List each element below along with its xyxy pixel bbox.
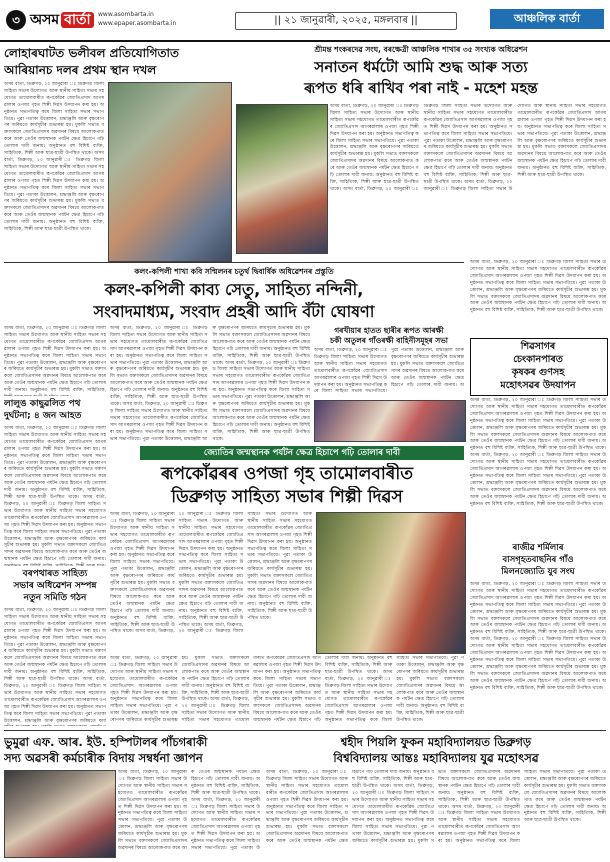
rupkonwar-photo bbox=[316, 512, 466, 654]
sanatan-meeting-photo bbox=[236, 104, 328, 254]
volleyball-team-photo bbox=[108, 82, 232, 262]
bhumuwa-photo bbox=[4, 770, 116, 858]
piyali-headline-2: বিশ্ববিদ্যালয় আন্তঃ মহাবিদ্যালয় যুৱ মহোৎসৱ bbox=[333, 751, 539, 765]
borpothar-headline-3: নতুন সমিতি গঠন bbox=[23, 593, 87, 603]
kalang-headline-1: কলং-কপিলী কাব্য সেতু, সাহিত্য নন্দিনী, bbox=[104, 280, 364, 299]
divider bbox=[4, 262, 464, 263]
logo-prefix: অসম bbox=[30, 12, 60, 28]
newspaper-logo bbox=[30, 8, 92, 32]
borpothar-body: অসম বাৰ্তা, ডিব্ৰুগড়, ২০ জানুৱাৰী ঃ ডিব্ৰুগড় জিলা সাহিত্য সভাৰ উদ্যোগত আৰু স্থানীয় সাহিত্য সভাৰ সহযোগত তামোলবাৰীত ৰূপকোঁৱৰ জ্যোতিপ্ৰসাদ আগৰৱালাৰ ওপজা গৃহত শিল্পী দিৱস উদযাপন কৰা হয়। অনুষ্ঠানত সভাপতিত্ব কৰে জিলা সাহিত্য সভাৰ সভাপতিয়ে। পুৱা পতাকা উত্তোলন, শ্ৰদ্ধাঞ্জলি আৰু বৃক্ষৰোপণৰ জৰিয়তে কাৰ্যসূচীৰ শুভাৰম্ভ হয়। মুকলি সভাত বক্তাসকলে জ্যোতিপ্ৰসাদৰ অৱদানৰ বিষয়ে আলোকপাত কৰে আৰু তেওঁৰ জন্মস্থানক পৰ্যটন ক্ষেত্ৰ হিচাপে গঢ়ি তোলাৰ দাবী জনায়। অনুষ্ঠানত বহু বিশিষ্ট ব্যক্তি, সাহিত্যিক, শিল্পী আৰু ছাত্ৰ-ছাত্ৰী উপস্থিত থাকে। অসম বাৰ্তা, ডিব্ৰুগড়, ২০ জানুৱাৰী ঃ ডিব্ৰুগড় জিলা সাহিত্য সভাৰ উদ্যোগত আৰু স্থানীয় সাহিত্য সভাৰ সহযোগত তামোলবাৰীত ৰূপকোঁৱৰ জ্যোতিপ্ৰসাদ আগৰৱালাৰ ওপজা গৃহত শিল্পী দিৱস উদযাপন কৰা হয়। অনুষ্ঠানত সভাপতিত্ব কৰে জিলা সাহিত্য সভাৰ সভাপতিয়ে। পুৱা পতাকা উত্তোলন, শ্ৰদ্ধাঞ্জলি আৰু বৃক্ষৰোপণৰ জৰিয়তে কাৰ্য bbox=[4, 608, 106, 724]
lalung-body: অসম বাৰ্তা, ডিব্ৰুগড়, ২০ জানুৱাৰী ঃ ডিব্ৰুগড় জিলা সাহিত্য সভাৰ উদ্যোগত আৰু স্থানীয় সাহিত্য সভাৰ সহযোগত তামোলবাৰীত ৰূপকোঁৱৰ জ্যোতিপ্ৰসাদ আগৰৱালাৰ ওপজা গৃহত শিল্পী দিৱস উদযাপন কৰা হয়। অনুষ্ঠানত সভাপতিত্ব কৰে জিলা সাহিত্য সভাৰ সভাপতিয়ে। পুৱা পতাকা উত্তোলন, শ্ৰদ্ধাঞ্জলি আৰু বৃক্ষৰোপণৰ জৰিয়তে কাৰ্যসূচীৰ শুভাৰম্ভ হয়। মুকলি সভাত বক্তাসকলে জ্যোতিপ্ৰসাদৰ অৱদানৰ বিষয়ে আলোকপাত কৰে আৰু তেওঁৰ জন্মস্থানক পৰ্যটন ক্ষেত্ৰ হিচাপে গঢ়ি তোলাৰ দাবী জনায়। অনুষ্ঠানত বহু বিশিষ্ট ব্যক্তি, সাহিত্যিক, শিল্পী আৰু ছাত্ৰ-ছাত্ৰী উপস্থিত থাকে। অসম বাৰ্তা, ডিব্ৰুগড়, ২০ জানুৱাৰী ঃ ডিব্ৰুগড় জিলা সাহিত্য সভাৰ উদ্যোগত আৰু স্থানীয় সাহিত্য সভাৰ সহযোগত তামোলবাৰীত ৰূপকোঁৱৰ জ্যোতিপ্ৰসাদ আগৰৱালাৰ ওপজা গৃহত শিল্পী দিৱস উদযাপন কৰা হয়। অনুষ্ঠানত সভাপতিত্ব কৰে জিলা সাহিত্য সভাৰ সভাপতিয়ে। পুৱা পতাকা উত্তোলন, শ্ৰদ্ধাঞ্জলি আৰু বৃক্ষৰোপণৰ জৰিয়তে কাৰ্যসূচীৰ শুভাৰম্ভ হয়। মুকলি সভাত বক্তাসকলে জ্যোতিপ্ৰসাদৰ অৱদানৰ বিষয়ে আলোকপাত কৰে আৰু তেওঁৰ জন্মস্থানক পৰ্যটন ক্ষেত্ৰ হিচাপে গঢ়ি তোলাৰ দাবী জনায়। bbox=[4, 426, 106, 563]
goraikhowa-photo bbox=[314, 400, 466, 442]
goraikhowa-headline-2: চকী অতুলৰ গাঁওৰক্ষী বাহিনীসমূহৰ সভা bbox=[330, 336, 448, 345]
sanatan-body: অসম বাৰ্তা, ডিব্ৰুগড়, ২০ জানুৱাৰী ঃ ডিব্ৰুগড় জিলা সাহিত্য সভাৰ উদ্যোগত আৰু স্থানীয় সাহিত্য সভাৰ সহযোগত তামোলবাৰীত ৰূপকোঁৱৰ জ্যোতিপ্ৰসাদ আগৰৱালাৰ ওপজা গৃহত শিল্পী দিৱস উদযাপন কৰা হয়। অনুষ্ঠানত সভাপতিত্ব কৰে জিলা সাহিত্য সভাৰ সভাপতিয়ে। পুৱা পতাকা উত্তোলন, শ্ৰদ্ধাঞ্জলি আৰু বৃক্ষৰোপণৰ জৰিয়তে কাৰ্যসূচীৰ শুভাৰম্ভ হয়। মুকলি সভাত বক্তাসকলে জ্যোতিপ্ৰসাদৰ অৱদানৰ বিষয়ে আলোকপাত কৰে আৰু তেওঁৰ জন্মস্থানক পৰ্যটন ক্ষেত্ৰ হিচাপে গঢ়ি তোলাৰ দাবী জনায়। অনুষ্ঠানত বহু বিশিষ্ট ব্যক্তি, সাহিত্যিক, শিল্পী আৰু ছাত্ৰ-ছাত্ৰী উপস্থিত থাকে। অসম বাৰ্তা, ডিব্ৰুগড়, ২০ জানুৱাৰী ঃ ডিব্ৰুগড় জিলা সাহিত্য সভাৰ উদ্যোগত আৰু স্থানীয় সাহিত্য সভাৰ সহযোগত তামোলবাৰীত ৰূপকোঁৱৰ জ্যোতিপ্ৰসাদ আগৰৱালাৰ ওপজা গৃহত শিল্পী দিৱস উদযাপন কৰা হয়। অনুষ্ঠানত সভাপতিত্ব কৰে জিলা সাহিত্য সভাৰ সভাপতিয়ে। পুৱা পতাকা উত্তোলন, শ্ৰদ্ধাঞ্জলি আৰু বৃক্ষৰোপণৰ জৰিয়তে কাৰ্যসূচীৰ শুভাৰম্ভ হয়। মুকলি সভাত বক্তাসকলে জ্যোতিপ্ৰসাদৰ অৱদানৰ বিষয়ে আলোকপাত কৰে আৰু তেওঁৰ জন্মস্থানক পৰ্যটন ক্ষেত্ৰ হিচাপে গঢ়ি তোলাৰ দাবী জনায়। অনুষ্ঠানত বহু বিশিষ্ট ব্যক্তি, সাহিত্যিক, শিল্পী আৰু ছাত্ৰ-ছাত্ৰী উপস্থিত থাকে। অসম বাৰ্তা, ডিব্ৰুগড়, ২০ জানুৱাৰী ঃ ডিব্ৰুগড় জিলা সাহিত্য সভাৰ উদ্যোগত আৰু স্থানীয় সাহিত্য সভাৰ সহযোগত তামোলবাৰীত ৰূপকোঁৱৰ জ্যোতিপ্ৰসাদ আগৰৱালাৰ ওপজা গৃহত শিল্পী দিৱস উদযাপন কৰা হয়। অনুষ্ঠানত সভাপতিত্ব কৰে জিলা সাহিত্য সভাৰ সভাপতিয়ে। পুৱা পতাকা উত্তোলন, শ্ৰদ্ধাঞ্জলি আৰু বৃক্ষৰোপণৰ জৰিয়তে কাৰ্যসূচীৰ শুভাৰম্ভ হয়। মুকলি সভাত বক্তাসকলে জ্যোতিপ্ৰসাদৰ অৱদানৰ বিষয়ে আলোকপাত কৰে আৰু তেওঁৰ জন্মস্থানক পৰ্যটন ক্ষেত্ৰ হিচাপে গঢ়ি তোলাৰ দাবী জনায়। অনুষ্ঠানত বহু বিশিষ্ট ব্যক্তি, সাহিত্যিক, শিল্পী আৰু ছাত্ৰ-ছাত্ৰী উপস্থিত থাকে। bbox=[330, 104, 606, 192]
goraikhowa-headline-1: গৰখীয়াৰ হাতত ছাৰীৰ ৰূপত আৰক্ষী bbox=[334, 326, 444, 335]
rupkonwar-headline-2: ডিব্ৰুগড় সাহিত্য সভাৰ শিল্পী দিৱস bbox=[171, 487, 403, 507]
sanatan-kicker: শ্ৰীমন্ত শংকৰদেৱ সংঘ, বৰক্ষেত্ৰী আঞ্চলিক শাখাৰ ৩৫ সংখ্যক অধিৱেশন bbox=[314, 45, 528, 54]
rupkonwar-body: অসম বাৰ্তা, ডিব্ৰুগড়, ২০ জানুৱাৰী ঃ ডিব্ৰুগড় জিলা সাহিত্য সভাৰ উদ্যোগত আৰু স্থানীয় সাহিত্য সভাৰ সহযোগত তামোলবাৰীত ৰূপকোঁৱৰ জ্যোতিপ্ৰসাদ আগৰৱালাৰ ওপজা গৃহত শিল্পী দিৱস উদযাপন কৰা হয়। অনুষ্ঠানত সভাপতিত্ব কৰে জিলা সাহিত্য সভাৰ সভাপতিয়ে। পুৱা পতাকা উত্তোলন, শ্ৰদ্ধাঞ্জলি আৰু বৃক্ষৰোপণৰ জৰিয়তে কাৰ্যসূচীৰ শুভাৰম্ভ হয়। মুকলি সভাত বক্তাসকলে জ্যোতিপ্ৰসাদৰ অৱদানৰ বিষয়ে আলোকপাত কৰে আৰু তেওঁৰ জন্মস্থানক পৰ্যটন ক্ষেত্ৰ হিচাপে গঢ়ি তোলাৰ দাবী জনায়। অনুষ্ঠানত বহু বিশিষ্ট ব্যক্তি, সাহিত্যিক, শিল্পী আৰু ছাত্ৰ-ছাত্ৰী উপস্থিত থাকে। অসম বাৰ্তা, ডিব্ৰুগড়, ২০ জানুৱাৰী ঃ ডিব্ৰুগড় জিলা সাহিত্য সভাৰ উদ্যোগত আৰু স্থানীয় সাহিত্য সভাৰ সহযোগত তামোলবাৰীত ৰূপকোঁৱৰ জ্যোতিপ্ৰসাদ আগৰৱালাৰ ওপজা গৃহত শিল্পী দিৱস উদযাপন কৰা হয়। অনুষ্ঠানত সভাপতিত্ব কৰে জিলা সাহিত্য সভাৰ সভাপতিয়ে। পুৱা পতাকা উত্তোলন, শ্ৰদ্ধাঞ্জলি আৰু বৃক্ষৰোপণৰ জৰিয়তে কাৰ্যসূচীৰ শুভাৰম্ভ হয়। মুকলি সভাত বক্তাসকলে জ্যোতিপ্ৰসাদৰ অৱদানৰ বিষয়ে আলোকপাত কৰে আৰু তেওঁৰ জন্মস্থানক পৰ্যটন ক্ষেত্ৰ হিচাপে গঢ়ি তোলাৰ দাবী জনায়। অনুষ্ঠানত বহু বিশিষ্ট ব্যক্তি, সাহিত্যিক, শিল্পী আৰু ছাত্ৰ-ছাত্ৰী উপস্থিত থাকে। অসম বাৰ্তা, ডিব্ৰুগড়, ২০ জানুৱাৰী ঃ ডিব্ৰুগড় জিলা সাহিত্য সভাৰ উদ্যোগত আৰু স্থানীয় সাহিত্য সভাৰ সহযোগত তামোলবাৰীত ৰূপকোঁৱৰ জ্যোতিপ্ৰসাদ আগৰৱালাৰ ওপজা গৃহত শিল্পী দিৱস উদযাপন কৰা হয়। অনুষ্ঠানত সভাপতিত্ব কৰে জিলা সাহিত্য সভাৰ সভাপতিয়ে। পুৱা পতাকা উত্তোলন, শ্ৰদ্ধাঞ্জলি আৰু বৃক্ষৰোপণৰ জৰিয়তে কাৰ্যসূচীৰ শুভাৰম্ভ হয়। মুকলি সভাত বক্তাসকলে জ্যোতিপ্ৰসাদৰ অৱদানৰ বিষয়ে আলোকপাত কৰে আৰু তেওঁৰ জন্মস্থানক পৰ্যটন ক্ষেত্ৰ হিচাপে গঢ়ি তোলাৰ দাবী জনায়। অনুষ্ঠানত বহু বিশিষ্ট ব্যক্তি, সাহিত্যিক, শিল্পী আৰু ছাত্ৰ-ছাত্ৰী উপস্থিত থাকে। bbox=[110, 512, 312, 635]
piyali-headline-1: শ্বহীদ পিয়লি ফুকন মহাবিদ্যালয়ত ডিব্ৰুগড় bbox=[340, 735, 532, 749]
rajiv-headline-2: বাসগৃহতবাছনিৰ গাঁও bbox=[502, 555, 574, 565]
rajiv-headline-1: ৰাজীৱ শৰ্মিলাৰ bbox=[512, 543, 564, 553]
borpothar-headline-2: সভাৰ অধিৱেশন সম্পন্ন bbox=[13, 581, 97, 591]
lohar-headline-2: আৰিয়ানচ দলৰ প্ৰথম স্থান দখল bbox=[4, 63, 157, 77]
bhumuwa-headline-1: ভুমুৱা এফ. আৰ. ইউ. হস্পিটালৰ পাঁচগৰাকী bbox=[4, 735, 208, 749]
epaper-url: www.epaper.asombarta.in bbox=[98, 20, 177, 27]
right-col-body-top: অসম বাৰ্তা, ডিব্ৰুগড়, ২০ জানুৱাৰী ঃ ডিব্ৰুগড় জিলা সাহিত্য সভাৰ উদ্যোগত আৰু স্থানীয় সাহিত্য সভাৰ সহযোগত তামোলবাৰীত ৰূপকোঁৱৰ জ্যোতিপ্ৰসাদ আগৰৱালাৰ ওপজা গৃহত শিল্পী দিৱস উদযাপন কৰা হয়। অনুষ্ঠানত সভাপতিত্ব কৰে জিলা সাহিত্য সভাৰ সভাপতিয়ে। পুৱা পতাকা উত্তোলন, শ্ৰদ্ধাঞ্জলি আৰু বৃক্ষৰোপণৰ জৰিয়তে কাৰ্যসূচীৰ শুভাৰম্ভ হয়। মুকলি সভাত বক্তাসকলে জ্যোতিপ্ৰসাদৰ অৱদানৰ বিষয়ে আলোকপাত কৰে আৰু তেওঁৰ জন্মস্থানক পৰ্যটন ক্ষেত্ৰ হিচাপে গঢ়ি তোলাৰ দাবী জনায়। অনুষ্ঠানত বহু বিশিষ্ট ব্যক্তি, সাহিত্যিক, শিল্পী আৰু ছাত্ৰ-ছাত্ৰী উপস্থিত থাকে। bbox=[470, 260, 606, 314]
borpothar-headline-1: বৰপথাৰত সাহিত্য bbox=[22, 569, 88, 579]
piyali-body: অসম বাৰ্তা, ডিব্ৰুগড়, ২০ জানুৱাৰী ঃ ডিব্ৰুগড় জিলা সাহিত্য সভাৰ উদ্যোগত আৰু স্থানীয় সাহিত্য সভাৰ সহযোগত তামোলবাৰীত ৰূপকোঁৱৰ জ্যোতিপ্ৰসাদ আগৰৱালাৰ ওপজা গৃহত শিল্পী দিৱস উদযাপন কৰা হয়। অনুষ্ঠানত সভাপতিত্ব কৰে জিলা সাহিত্য সভাৰ সভাপতিয়ে। পুৱা পতাকা উত্তোলন, শ্ৰদ্ধাঞ্জলি আৰু বৃক্ষৰোপণৰ জৰিয়তে কাৰ্যসূচীৰ শুভাৰম্ভ হয়। মুকলি সভাত বক্তাসকলে জ্যোতিপ্ৰসাদৰ অৱদানৰ বিষয়ে আলোকপাত কৰে আৰু তেওঁৰ জন্মস্থানক পৰ্যটন ক্ষেত্ৰ হিচাপে গঢ়ি তোলাৰ দাবী জনায়। অনুষ্ঠানত বহু বিশিষ্ট ব্যক্তি, সাহিত্যিক, শিল্পী আৰু ছাত্ৰ-ছাত্ৰী উপস্থিত থাকে। অসম বাৰ্তা, ডিব্ৰুগড়, ২০ জানুৱাৰী ঃ ডিব্ৰুগড় জিলা সাহিত্য সভাৰ উদ্যোগত আৰু স্থানীয় সাহিত্য সভাৰ সহযোগত তামোলবাৰীত ৰূপকোঁৱৰ জ্যোতিপ্ৰসাদ আগৰৱালাৰ ওপজা গৃহত শিল্পী দিৱস উদযাপন কৰা হয়। অনুষ্ঠানত সভাপতিত্ব কৰে জিলা সাহিত্য সভাৰ সভাপতিয়ে। পুৱা পতাকা উত্তোলন, শ্ৰদ্ধাঞ্জলি আৰু বৃক্ষৰোপণৰ জৰিয়তে কাৰ্যসূচীৰ শুভাৰম্ভ হয়। মুকলি সভাত বক্তাসকলে জ্যোতিপ্ৰসাদৰ অৱদানৰ বিষয়ে আলোকপাত কৰে আৰু তেওঁৰ জন্মস্থানক পৰ্যটন ক্ষেত্ৰ হিচাপে গঢ়ি তোলাৰ দাবী জনায়। অনুষ্ঠানত বহু বিশিষ্ট ব্যক্তি, সাহিত্যিক, শিল্পী আৰু ছাত্ৰ-ছাত্ৰী উপস্থিত থাকে। অসম বাৰ্তা, ডিব্ৰুগড়, ২০ জানুৱাৰী ঃ ডিব্ৰুগড় জিলা সাহিত্য সভাৰ উদ্যোগত আৰু স্থানীয় সাহিত্য সভাৰ সহযোগত তামোলবাৰীত ৰূপকোঁৱৰ জ্যোতিপ্ৰসাদ আগৰৱালাৰ ওপজা গৃহত শিল্পী দিৱস উদযাপন কৰা হয়। অনুষ্ঠানত সভাপতিত্ব কৰে জিলা সাহিত্য সভাৰ সভাপতিয়ে। পুৱা পতাকা উত্তোলন, শ্ৰদ্ধাঞ্জলি আৰু বৃক্ষৰোপণৰ জৰিয়তে কাৰ্যসূচীৰ শুভাৰম্ভ হয়। মুকলি সভাত বক্তাসকলে জ্যোতিপ্ৰসাদৰ অৱদানৰ বিষয়ে আলোকপাত কৰে আৰু তেওঁৰ জন্মস্থানক পৰ্যটন ক্ষেত্ৰ হিচাপে গঢ়ি তোলাৰ দাবী জনায়। অনুষ্ঠানত বহু বিশিষ্ট ব্যক্তি, সাহিত্যিক, শিল্পী আৰু ছাত্ৰ-ছাত্ৰী উপস্থিত থাকে। bbox=[266, 770, 606, 845]
section-label: আঞ্চলিক বাৰ্তা bbox=[490, 9, 604, 29]
website-url: www.asombarta.in bbox=[98, 11, 154, 18]
rupkonwar-headline-1: ৰূপকোঁৱৰৰ ওপজা গৃহ তামোলবাৰীত bbox=[161, 464, 413, 484]
website-info bbox=[98, 10, 208, 28]
kalang-headline-2: সংবাদমাধ্যম, সংবাদ প্ৰহৰী আদি বঁটা ঘোষণা bbox=[93, 302, 375, 321]
lalung-headline-1: লালুঙ কাছুৱলিত পথ bbox=[4, 399, 81, 409]
sanatan-headline-1: সনাতন ধৰ্মটো আমি শুদ্ধ আৰু সত্য bbox=[314, 58, 528, 76]
bhumuwa-body: অসম বাৰ্তা, ডিব্ৰুগড়, ২০ জানুৱাৰী ঃ ডিব্ৰুগড় জিলা সাহিত্য সভাৰ উদ্যোগত আৰু স্থানীয় সাহিত্য সভাৰ সহযোগত তামোলবাৰীত ৰূপকোঁৱৰ জ্যোতিপ্ৰসাদ আগৰৱালাৰ ওপজা গৃহত শিল্পী দিৱস উদযাপন কৰা হয়। অনুষ্ঠানত সভাপতিত্ব কৰে জিলা সাহিত্য সভাৰ সভাপতিয়ে। পুৱা পতাকা উত্তোলন, শ্ৰদ্ধাঞ্জলি আৰু বৃক্ষৰোপণৰ জৰিয়তে কাৰ্যসূচীৰ শুভাৰম্ভ হয়। মুকলি সভাত বক্তাসকলে জ্যোতিপ্ৰসাদৰ অৱদানৰ বিষয়ে আলোকপাত কৰে আৰু তেওঁৰ জন্মস্থানক পৰ্যটন ক্ষেত্ৰ হিচাপে গঢ়ি তোলাৰ দাবী জনায়। অনুষ্ঠানত বহু বিশিষ্ট ব্যক্তি, সাহিত্যিক, শিল্পী আৰু ছাত্ৰ-ছাত্ৰী উপস্থিত থাকে। অসম বাৰ্তা, ডিব্ৰুগড়, ২০ জানুৱাৰী ঃ ডিব্ৰুগড় জিলা সাহিত্য সভাৰ উদ্যোগত আৰু স্থানীয় সাহিত্য সভাৰ সহযোগত তামোলবাৰীত ৰূপকোঁৱৰ জ্যোতিপ্ৰসাদ আগৰৱালাৰ ওপজা গৃহত শিল্পী দিৱস উদযাপন কৰা হয়। অনুষ্ঠানত সভাপতিত্ব কৰে জিলা সাহিত্য সভাৰ সভাপতিয়ে। পুৱা পতাকা উ bbox=[118, 770, 260, 851]
kalang-kicker: কলং-কপিলী শাখা কবি সন্মিলনৰ চতুৰ্থ দ্বিবাৰ্ষিক অধিৱেশনৰ প্ৰস্তুতি bbox=[134, 267, 334, 276]
sanatan-headline-2: ৰূপত ধৰি ৰাখিব পৰা নাই - মহেশ মহন্ত bbox=[304, 79, 538, 97]
lohar-headline-1: লোহাৰঘাটত ভলীবল প্ৰতিযোগিতাত bbox=[4, 46, 179, 60]
kalang-body: অসম বাৰ্তা, ডিব্ৰুগড়, ২০ জানুৱাৰী ঃ ডিব্ৰুগড় জিলা সাহিত্য সভাৰ উদ্যোগত আৰু স্থানীয় সাহিত্য সভাৰ সহযোগত তামোলবাৰীত ৰূপকোঁৱৰ জ্যোতিপ্ৰসাদ আগৰৱালাৰ ওপজা গৃহত শিল্পী দিৱস উদযাপন কৰা হয়। অনুষ্ঠানত সভাপতিত্ব কৰে জিলা সাহিত্য সভাৰ সভাপতিয়ে। পুৱা পতাকা উত্তোলন, শ্ৰদ্ধাঞ্জলি আৰু বৃক্ষৰোপণৰ জৰিয়তে কাৰ্যসূচীৰ শুভাৰম্ভ হয়। মুকলি সভাত বক্তাসকলে জ্যোতিপ্ৰসাদৰ অৱদানৰ বিষয়ে আলোকপাত কৰে আৰু তেওঁৰ জন্মস্থানক পৰ্যটন ক্ষেত্ৰ হিচাপে গঢ়ি তোলাৰ দাবী জনায়। অনুষ্ঠানত বহু বিশিষ্ট ব্যক্তি, সাহিত্যিক, bbox=[4, 326, 106, 394]
shibsagar-body: অসম বাৰ্তা, ডিব্ৰুগড়, ২০ জানুৱাৰী ঃ ডিব্ৰুগড় জিলা সাহিত্য সভাৰ উদ্যোগত আৰু স্থানীয় সাহিত্য সভাৰ সহযোগত তামোলবাৰীত ৰূপকোঁৱৰ জ্যোতিপ্ৰসাদ আগৰৱালাৰ ওপজা গৃহত শিল্পী দিৱস উদযাপন কৰা হয়। অনুষ্ঠানত সভাপতিত্ব কৰে জিলা সাহিত্য সভাৰ সভাপতিয়ে। পুৱা পতাকা উত্তোলন, শ্ৰদ্ধাঞ্জলি আৰু বৃক্ষৰোপণৰ জৰিয়তে কাৰ্যসূচীৰ শুভাৰম্ভ হয়। মুকলি সভাত বক্তাসকলে জ্যোতিপ্ৰসাদৰ অৱদানৰ বিষয়ে আলোকপাত কৰে আৰু তেওঁৰ জন্মস্থানক পৰ্যটন ক্ষেত্ৰ হিচাপে গঢ়ি তোলাৰ দাবী জনায়। অনুষ্ঠানত বহু বিশিষ্ট ব্যক্তি, সাহিত্যিক, শিল্পী আৰু ছাত্ৰ-ছাত্ৰী উপস্থিত থাকে। অসম বাৰ্তা, ডিব্ৰুগড়, ২০ জানুৱাৰী ঃ ডিব্ৰুগড় জিলা সাহিত্য সভাৰ উদ্যোগত আৰু স্থানীয় সাহিত্য সভাৰ সহযোগত তামোলবাৰীত ৰূপকোঁৱৰ জ্যোতিপ্ৰসাদ আগৰৱালাৰ ওপজা গৃহত শিল্পী দিৱস উদযাপন কৰা হয়। অনুষ্ঠানত সভাপতিত্ব কৰে জিলা সাহিত্য সভাৰ সভাপতিয়ে। পুৱা পতাকা উত্তোলন, শ্ৰদ্ধাঞ্জলি আৰু বৃক্ষৰোপণৰ জৰিয়তে কাৰ্যসূচীৰ শুভাৰম্ভ হয়। মুকলি সভাত বক্তাসকলে জ্যোতিপ্ৰসাদৰ অৱদানৰ বিষয়ে আলোকপাত কৰে আৰু তেওঁৰ জন্মস্থানক পৰ্যটন ক্ষেত্ৰ হিচাপে গঢ়ি তোলাৰ দাবী জনায়। অনুষ্ঠানত বহু বিশিষ্ট ব্যক্তি, সাহিত্যিক, শিল্পী আৰু ছাত্ৰ-ছাত্ৰী উপস্থিত থাকে। bbox=[470, 398, 606, 507]
rupkonwar-body-2: অসম বাৰ্তা, ডিব্ৰুগড়, ২০ জানুৱাৰী ঃ ডিব্ৰুগড় জিলা সাহিত্য সভাৰ উদ্যোগত আৰু স্থানীয় সাহিত্য সভাৰ সহযোগত তামোলবাৰীত ৰূপকোঁৱৰ জ্যোতিপ্ৰসাদ আগৰৱালাৰ ওপজা গৃহত শিল্পী দিৱস উদযাপন কৰা হয়। অনুষ্ঠানত সভাপতিত্ব কৰে জিলা সাহিত্য সভাৰ সভাপতিয়ে। পুৱা পতাকা উত্তোলন, শ্ৰদ্ধাঞ্জলি আৰু বৃক্ষৰোপণৰ জৰিয়তে কাৰ্যসূচীৰ শুভাৰম্ভ হয়। মুকলি সভাত বক্তাসকলে জ্যোতিপ্ৰসাদৰ অৱদানৰ বিষয়ে আলোকপাত কৰে আৰু তেওঁৰ জন্মস্থানক পৰ্যটন ক্ষেত্ৰ হিচাপে গঢ়ি তোলাৰ দাবী জনায়। অনুষ্ঠানত বহু বিশিষ্ট ব্যক্তি, সাহিত্যিক, শিল্পী আৰু ছাত্ৰ-ছাত্ৰী উপস্থিত থাকে। অসম বাৰ্তা, ডিব্ৰুগড়, ২০ জানুৱাৰী ঃ ডিব্ৰুগড় জিলা সাহিত্য সভাৰ উদ্যোগত আৰু স্থানীয় সাহিত্য সভাৰ সহযোগত তামোলবাৰীত ৰূপকোঁৱৰ জ্যোতিপ্ৰসাদ আগৰৱালাৰ ওপজা গৃহত শিল্পী দিৱস উদযাপন কৰা হয়। অনুষ্ঠানত সভাপতিত্ব কৰে জিলা সাহিত্য সভাৰ সভাপতিয়ে। পুৱা পতাকা উত্তোলন, শ্ৰদ্ধাঞ্জলি আৰু বৃক্ষৰোপণৰ জৰিয়তে কাৰ্যসূচীৰ শুভাৰম্ভ হয়। মুকলি সভাত বক্তাসকলে জ্যোতিপ্ৰসাদৰ অৱদানৰ বিষয়ে আলোকপাত কৰে আৰু তেওঁৰ জন্মস্থানক পৰ্যটন ক্ষেত্ৰ হিচাপে গঢ়ি তোলাৰ দাবী জনায়। অনুষ্ঠানত বহু বিশিষ্ট ব্যক্তি, সাহিত্যিক, শিল্পী আৰু ছাত্ৰ-ছাত্ৰী উপস্থিত থাকে। অসম বাৰ্তা, ডিব্ৰুগড়, ২০ জানুৱাৰী ঃ ডিব্ৰুগড় জিলা সাহিত্য সভাৰ উদ্যোগত আৰু স্থানীয় সাহিত্য সভাৰ সহযোগত তামোলবাৰীত ৰূপকোঁৱৰ জ্যোতিপ্ৰসাদ আগৰৱালাৰ ওপজা গৃহত শিল্পী দিৱস উদযাপন কৰা হয়। অনুষ্ঠানত সভাপতিত্ব কৰে জিলা সাহিত্য সভাৰ সভাপতিয়ে। পুৱা পতাকা উত্তোলন, শ্ৰদ্ধাঞ্জলি আৰু বৃক্ষৰোপণৰ জৰিয়তে কাৰ্যসূচীৰ শুভাৰম্ভ হয়। মুকলি সভাত বক্তাসকলে জ্যোতিপ্ৰসাদৰ অৱদানৰ বিষয়ে আলোকপাত কৰে আৰু তেওঁৰ জন্মস্থানক পৰ্যটন ক্ষেত্ৰ হিচাপে গঢ়ি তোলাৰ দাবী জনায়। অনুষ্ঠানত বহু বিশিষ্ট ব্যক্তি, সাহিত্যিক, শিল্পী আৰু ছাত্ৰ-ছাত্ৰী উপস্থিত থাকে। bbox=[110, 656, 464, 724]
shibsagar-headline-1: শিৱসাগৰ bbox=[520, 341, 556, 352]
divider-bottom bbox=[4, 730, 606, 731]
page-number: ৩ bbox=[6, 10, 26, 30]
shibsagar-headline-2: চেংকানপাৰত bbox=[513, 354, 563, 365]
masthead bbox=[0, 0, 610, 42]
shibsagar-headline-4: মহোৎসৱৰ উদযাপন bbox=[500, 380, 576, 391]
kalang-body-2: অসম বাৰ্তা, ডিব্ৰুগড়, ২০ জানুৱাৰী ঃ ডিব্ৰুগড় জিলা সাহিত্য সভাৰ উদ্যোগত আৰু স্থানীয় সাহিত্য সভাৰ সহযোগত তামোলবাৰীত ৰূপকোঁৱৰ জ্যোতিপ্ৰসাদ আগৰৱালাৰ ওপজা গৃহত শিল্পী দিৱস উদযাপন কৰা হয়। অনুষ্ঠানত সভাপতিত্ব কৰে জিলা সাহিত্য সভাৰ সভাপতিয়ে। পুৱা পতাকা উত্তোলন, শ্ৰদ্ধাঞ্জলি আৰু বৃক্ষৰোপণৰ জৰিয়তে কাৰ্যসূচীৰ শুভাৰম্ভ হয়। মুকলি সভাত বক্তাসকলে জ্যোতিপ্ৰসাদৰ অৱদানৰ বিষয়ে আলোকপাত কৰে আৰু তেওঁৰ জন্মস্থানক পৰ্যটন ক্ষেত্ৰ হিচাপে গঢ়ি তোলাৰ দাবী জনায়। অনুষ্ঠানত বহু বিশিষ্ট ব্যক্তি, সাহিত্যিক, শিল্পী আৰু ছাত্ৰ-ছাত্ৰী উপস্থিত থাকে। অসম বাৰ্তা, ডিব্ৰুগড়, ২০ জানুৱাৰী ঃ ডিব্ৰুগড় জিলা সাহিত্য সভাৰ উদ্যোগত আৰু স্থানীয় সাহিত্য সভাৰ সহযোগত তামোলবাৰীত ৰূপকোঁৱৰ জ্যোতিপ্ৰসাদ আগৰৱালাৰ ওপজা গৃহত শিল্পী দিৱস উদযাপন কৰা হয়। অনুষ্ঠানত সভাপতিত্ব কৰে জিলা সাহিত্য সভাৰ সভাপতিয়ে। পুৱা পতাকা উত্তোলন, শ্ৰদ্ধাঞ্জলি আৰু বৃক্ষৰোপণৰ জৰিয়তে কাৰ্যসূচীৰ শুভাৰম্ভ হয়। মুকলি সভাত বক্তাসকলে জ্যোতিপ্ৰসাদৰ অৱদানৰ বিষয়ে আলোকপাত কৰে আৰু তেওঁৰ জন্মস্থানক পৰ্যটন ক্ষেত্ৰ হিচাপে গঢ়ি তোলাৰ দাবী জনায়। অনুষ্ঠানত বহু বিশিষ্ট ব্যক্তি, সাহিত্যিক, শিল্পী আৰু ছাত্ৰ-ছাত্ৰী উপস্থিত থাকে। অসম বাৰ্তা, ডিব্ৰুগড়, ২০ জানুৱাৰী ঃ ডিব্ৰুগড় জিলা সাহিত্য সভাৰ উদ্যোগত আৰু স্থানীয় সাহিত্য সভাৰ সহযোগত তামোলবাৰীত ৰূপকোঁৱৰ জ্যোতিপ্ৰসাদ আগৰৱালাৰ ওপজা গৃহত শিল্পী দিৱস উদযাপন কৰা হয়। অনুষ্ঠানত সভাপতিত্ব কৰে জিলা সাহিত্য সভাৰ সভাপতিয়ে। পুৱা পতাকা উত্তোলন, শ্ৰদ্ধাঞ্জলি আৰু বৃক্ষৰোপণৰ জৰিয়তে কাৰ্যসূচীৰ শুভাৰম্ভ হয়। মুকলি সভাত বক্তাসকলে জ্যোতিপ্ৰসাদৰ অৱদানৰ বিষয়ে আলোকপাত কৰে আৰু তেওঁৰ জন্মস্থানক পৰ্যটন ক্ষেত্ৰ হিচাপে গঢ়ি তোলাৰ দাবী জনায়। অনুষ্ঠানত বহু বিশিষ্ট ব্যক্তি, সাহিত্যিক, শিল্পী আৰু ছাত্ৰ-ছাত্ৰী উপস্থিত থাকে। bbox=[110, 326, 310, 442]
dateline: || ২১ জানুৱাৰী, ২০২৫, মঙ্গলবাৰ || bbox=[235, 12, 457, 30]
logo-brand: বাৰ্তা bbox=[61, 12, 93, 28]
goraikhowa-body: অসম বাৰ্তা, ডিব্ৰুগড়, ২০ জানুৱাৰী ঃ ডিব্ৰুগড় জিলা সাহিত্য সভাৰ উদ্যোগত আৰু স্থানীয় সাহিত্য সভাৰ সহযোগত তামোলবাৰীত ৰূপকোঁৱৰ জ্যোতিপ্ৰসাদ আগৰৱালাৰ ওপজা গৃহত শিল্পী দিৱস উদযাপন কৰা হয়। অনুষ্ঠানত সভাপতিত্ব কৰে জিলা সাহিত্য সভাৰ সভাপতিয়ে। পুৱা পতাকা উত্তোলন, শ্ৰদ্ধাঞ্জলি আৰু বৃক্ষৰোপণৰ জৰিয়তে কাৰ্যসূচীৰ শুভাৰম্ভ হয়। মুকলি সভাত বক্তাসকলে জ্যোতিপ্ৰসাদৰ অৱদানৰ বিষয়ে আলোকপাত কৰে আৰু তেওঁৰ জন্মস্থানক পৰ্যটন ক্ষেত্ৰ হিচাপে গঢ়ি তোলাৰ দাবী জনায়। অ bbox=[314, 348, 464, 395]
shibsagar-headline-3: কৃষকৰ গুণসহ bbox=[511, 367, 565, 378]
bhumuwa-headline-2: সদ্য অৱসৰী কৰ্মচাৰীক বিদায় সম্বৰ্ধনা জ্ঞাপন bbox=[4, 751, 203, 765]
rajiv-body: অসম বাৰ্তা, ডিব্ৰুগড়, ২০ জানুৱাৰী ঃ ডিব্ৰুগড় জিলা সাহিত্য সভাৰ উদ্যোগত আৰু স্থানীয় সাহিত্য সভাৰ সহযোগত তামোলবাৰীত ৰূপকোঁৱৰ জ্যোতিপ্ৰসাদ আগৰৱালাৰ ওপজা গৃহত শিল্পী দিৱস উদযাপন কৰা হয়। অনুষ্ঠানত সভাপতিত্ব কৰে জিলা সাহিত্য সভাৰ সভাপতিয়ে। পুৱা পতাকা উত্তোলন, শ্ৰদ্ধাঞ্জলি আৰু বৃক্ষৰোপণৰ জৰিয়তে কাৰ্যসূচীৰ শুভাৰম্ভ হয়। মুকলি সভাত বক্তাসকলে জ্যোতিপ্ৰসাদৰ অৱদানৰ বিষয়ে আলোকপাত কৰে আৰু তেওঁৰ জন্মস্থানক পৰ্যটন ক্ষেত্ৰ হিচাপে গঢ়ি তোলাৰ দাবী জনায়। অনুষ্ঠানত বহু বিশিষ্ট ব্যক্তি, সাহিত্যিক, শিল্পী আৰু ছাত্ৰ-ছাত্ৰী উপস্থিত থাকে। অসম বাৰ্তা, ডিব্ৰুগড়, ২০ জানুৱাৰী ঃ ডিব্ৰুগড় জিলা সাহিত্য সভাৰ উদ্যোগত আৰু স্থানীয় সাহিত্য সভাৰ সহযোগত তামোলবাৰীত ৰূপকোঁৱৰ জ্যোতিপ্ৰসাদ আগৰৱালাৰ ওপজা গৃহত শিল্পী দিৱস উদযাপন কৰা হয়। অনুষ্ঠানত সভাপতিত্ব কৰে জিলা সাহিত্য সভাৰ সভাপতিয়ে। পুৱা পতাকা উত্তোলন, শ্ৰদ্ধাঞ্জলি আৰু বৃক্ষৰোপণৰ জৰিয়তে কাৰ্যসূচীৰ শুভাৰম্ভ হয়। মুকলি সভাত বক্তাসকলে জ্যোতিপ্ৰসাদৰ অৱদানৰ বিষয়ে আলোকপাত কৰে আৰু তেওঁৰ জন্মস্থানক পৰ্যটন ক্ষেত্ৰ হিচাপে গঢ়ি তোলাৰ দাবী জনায়। অনুষ্ঠানত বহু বিশিষ্ট ব্যক্তি, সাহিত্যিক, শিল্পী আৰু ছাত্ৰ-ছাত্ৰী উপস্থিত থাকে। bbox=[470, 582, 606, 691]
jyoti-banner: জ্যোতিৰ জন্মস্থানক পৰ্যটন ক্ষেত্ৰ হিচাপে গঢ়ি তোলাৰ দাবী bbox=[140, 446, 464, 460]
lohar-body: অসম বাৰ্তা, ডিব্ৰুগড়, ২০ জানুৱাৰী ঃ ডিব্ৰুগড় জিলা সাহিত্য সভাৰ উদ্যোগত আৰু স্থানীয় সাহিত্য সভাৰ সহযোগত তামোলবাৰীত ৰূপকোঁৱৰ জ্যোতিপ্ৰসাদ আগৰৱালাৰ ওপজা গৃহত শিল্পী দিৱস উদযাপন কৰা হয়। অনুষ্ঠানত সভাপতিত্ব কৰে জিলা সাহিত্য সভাৰ সভাপতিয়ে। পুৱা পতাকা উত্তোলন, শ্ৰদ্ধাঞ্জলি আৰু বৃক্ষৰোপণৰ জৰিয়তে কাৰ্যসূচীৰ শুভাৰম্ভ হয়। মুকলি সভাত বক্তাসকলে জ্যোতিপ্ৰসাদৰ অৱদানৰ বিষয়ে আলোকপাত কৰে আৰু তেওঁৰ জন্মস্থানক পৰ্যটন ক্ষেত্ৰ হিচাপে গঢ়ি তোলাৰ দাবী জনায়। অনুষ্ঠানত বহু বিশিষ্ট ব্যক্তি, সাহিত্যিক, শিল্পী আৰু ছাত্ৰ-ছাত্ৰী উপস্থিত থাকে। অসম বাৰ্তা, ডিব্ৰুগড়, ২০ জানুৱাৰী ঃ ডিব্ৰুগড় জিলা সাহিত্য সভাৰ উদ্যোগত আৰু স্থানীয় সাহিত্য সভাৰ সহযোগত তামোলবাৰীত ৰূপকোঁৱৰ জ্যোতিপ্ৰসাদ আগৰৱালাৰ ওপজা গৃহত শিল্পী দিৱস উদযাপন কৰা হয়। অনুষ্ঠানত সভাপতিত্ব কৰে জিলা সাহিত্য সভাৰ সভাপতিয়ে। পুৱা পতাকা উত্তোলন, শ্ৰদ্ধাঞ্জলি আৰু বৃক্ষৰোপণৰ জৰিয়তে কাৰ্যসূচীৰ শুভাৰম্ভ হয়। মুকলি সভাত বক্তাসকলে জ্যোতিপ্ৰসাদৰ অৱদানৰ বিষয়ে আলোকপাত কৰে আৰু তেওঁৰ জন্মস্থানক পৰ্যটন ক্ষেত্ৰ হিচাপে গঢ়ি তোলাৰ দাবী জনায়। অনুষ্ঠানত বহু বিশিষ্ট ব্যক্তি, সাহিত্যিক, শিল্পী আৰু ছাত্ৰ-ছাত্ৰী উপস্থিত থাকে। bbox=[4, 82, 104, 233]
lalung-headline-2: দুৰ্ঘটনা; ৪ জন আহত bbox=[4, 411, 82, 421]
rajiv-headline-3: মিলনজ্যোতি যুব সংঘ bbox=[501, 567, 575, 577]
